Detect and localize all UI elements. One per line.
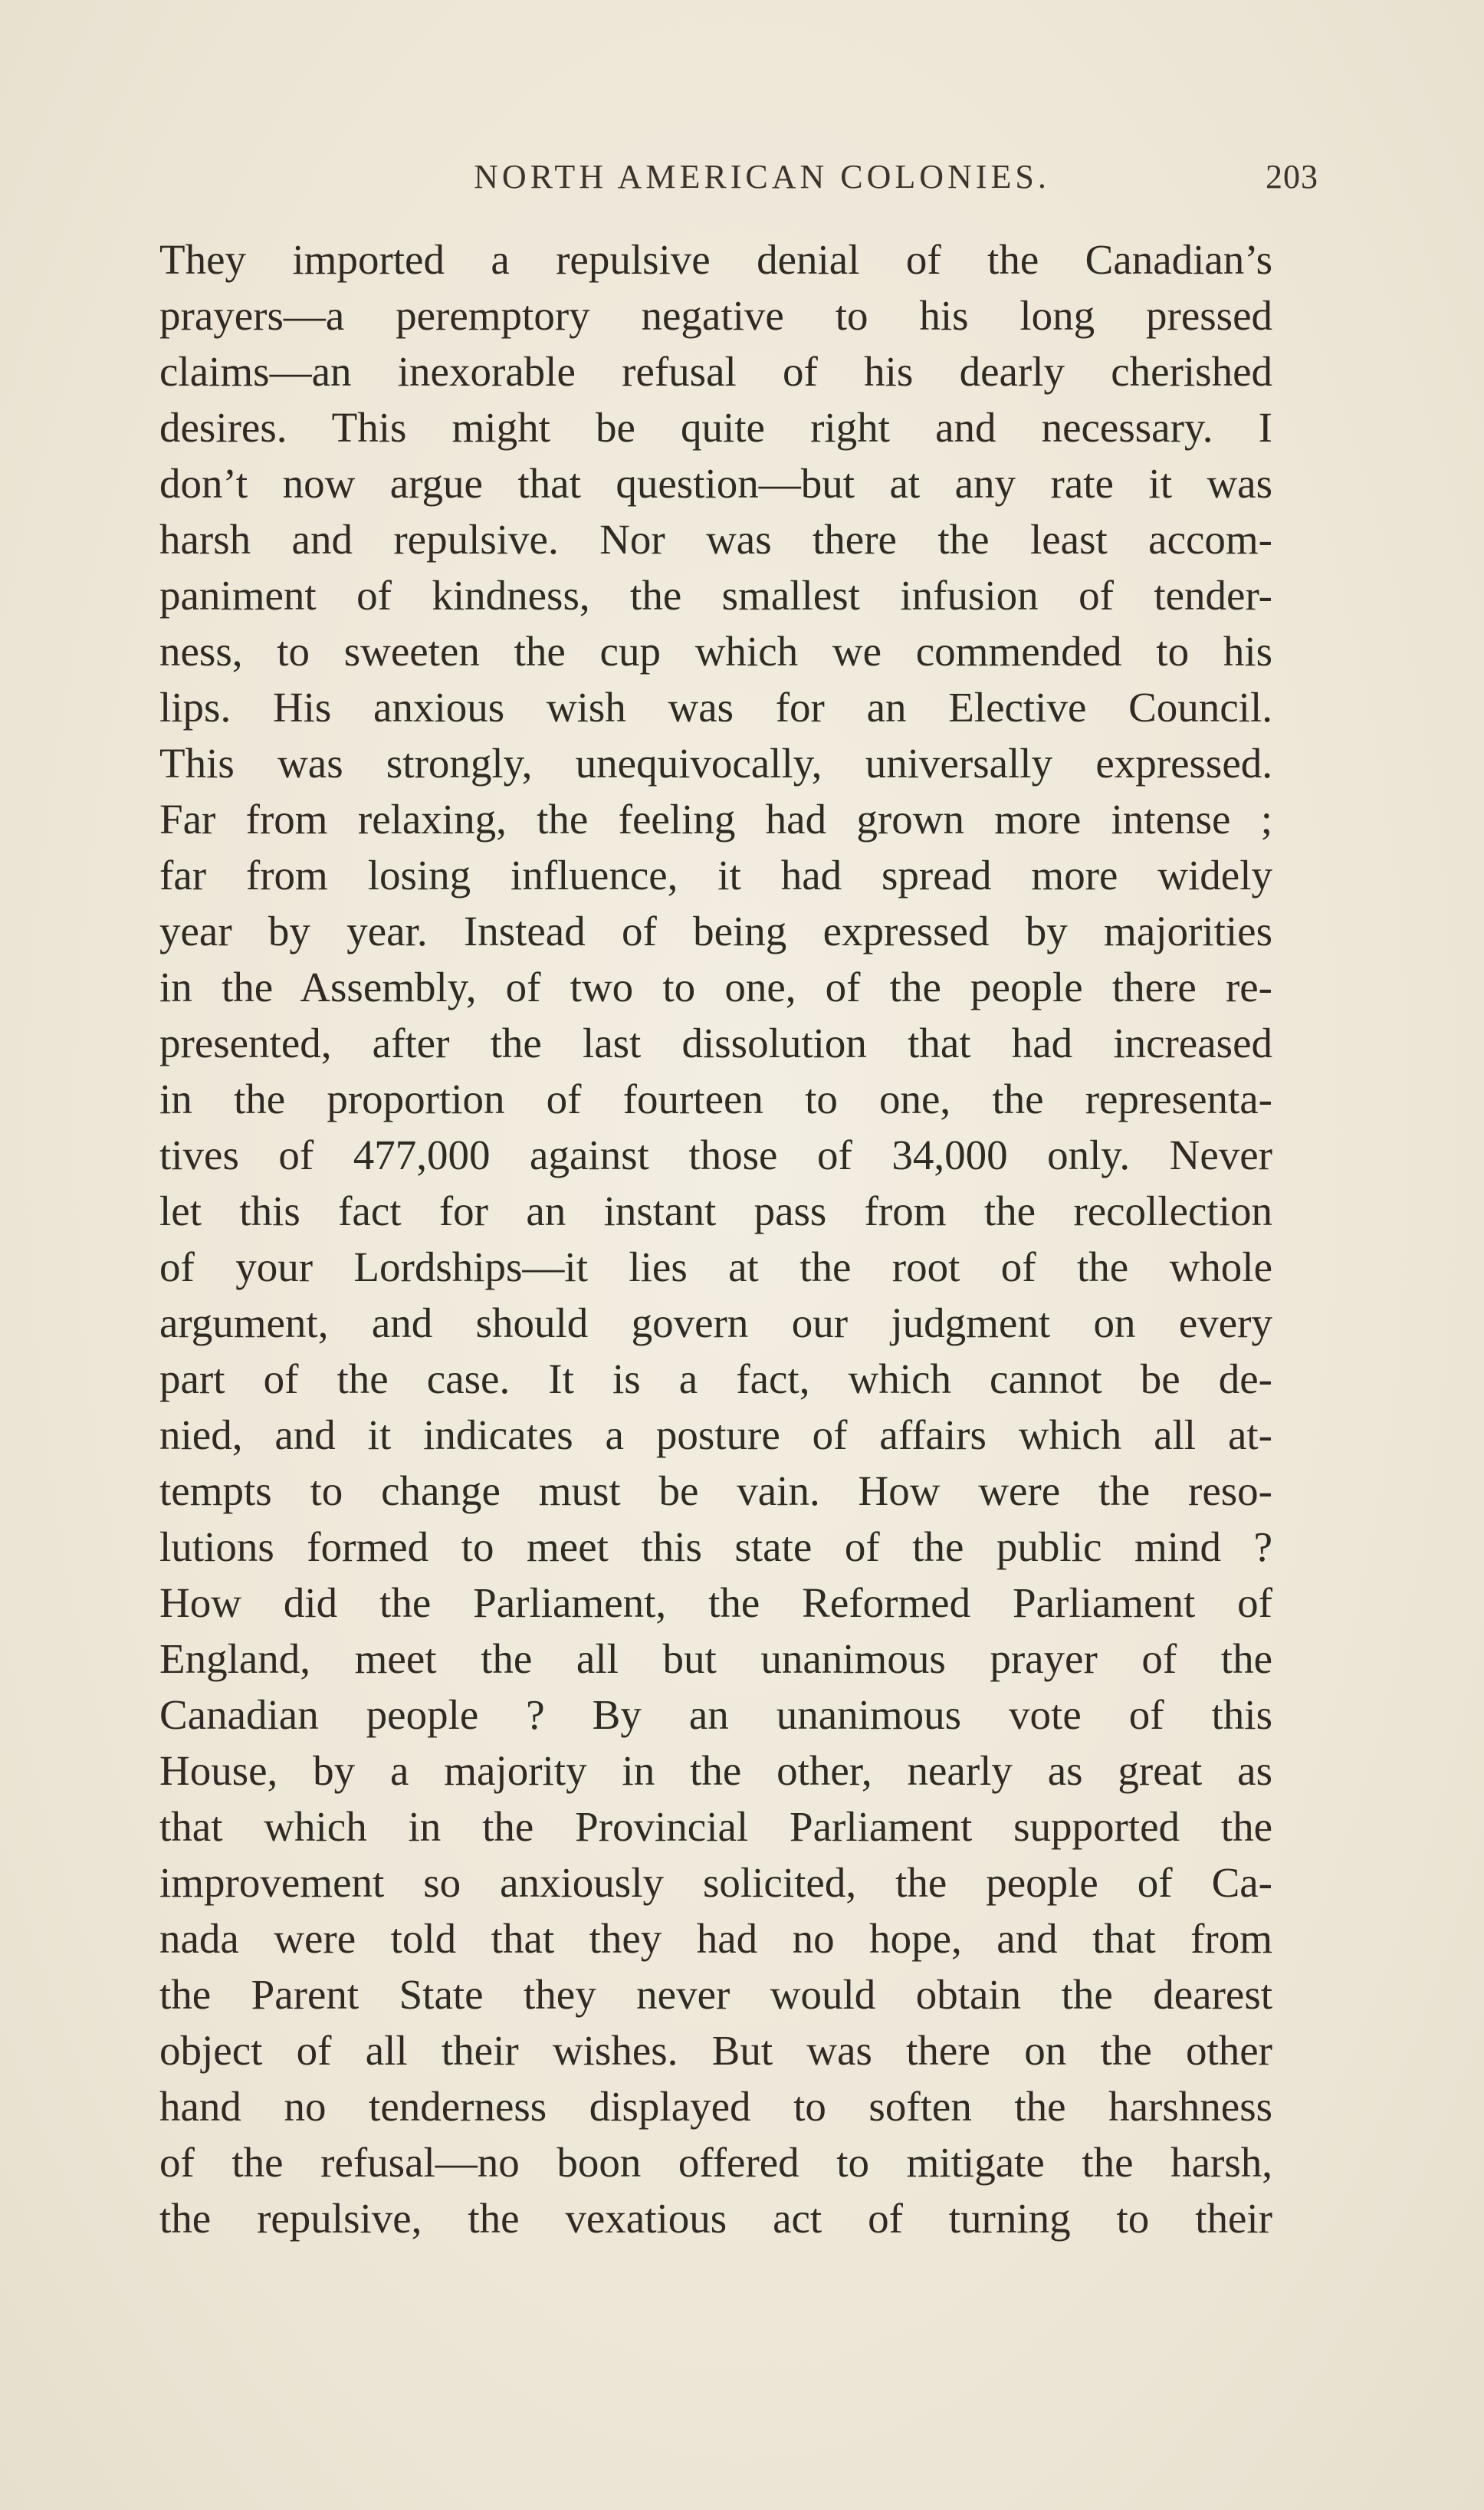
- text-line: improvement so anxiously solicited, the people of Ca-: [159, 1859, 1272, 1906]
- text-line: nada were told that they had no hope, and that from: [159, 1915, 1272, 1962]
- text-line: part of the case. It is a fact, which cannot be de-: [159, 1355, 1272, 1402]
- text-line: hand no tenderness displayed to soften the harshness: [159, 2083, 1272, 2130]
- text-line: that which in the Provincial Parliament supported the: [159, 1803, 1272, 1850]
- text-line: lips. His anxious wish was for an Elective Council.: [159, 684, 1272, 731]
- running-head: [159, 157, 1318, 211]
- text-line: year by year. Instead of being expressed by majorities: [159, 908, 1272, 954]
- text-line: claims—an inexorable refusal of his dearly cherished: [159, 348, 1272, 395]
- text-line: in the Assembly, of two to one, of the people there re-: [159, 964, 1272, 1010]
- text-line: let this fact for an instant pass from the recollection: [159, 1188, 1272, 1234]
- text-line: Far from relaxing, the feeling had grown more intense ;: [159, 796, 1272, 843]
- text-line: presented, after the last dissolution that had increased: [159, 1020, 1272, 1066]
- text-line: tempts to change must be vain. How were the reso-: [159, 1467, 1272, 1514]
- text-line: England, meet the all but unanimous prayer of the: [159, 1635, 1272, 1682]
- text-line: This was strongly, unequivocally, universally expressed.: [159, 740, 1272, 787]
- text-line: harsh and repulsive. Nor was there the least accom-: [159, 516, 1272, 563]
- text-line: of the refusal—no boon offered to mitigate the harsh,: [159, 2139, 1272, 2186]
- text-line: of your Lordships—it lies at the root of the whole: [159, 1244, 1272, 1290]
- text-line: tives of 477,000 against those of 34,000 only. Never: [159, 1132, 1272, 1178]
- page-number: 203: [1266, 158, 1318, 195]
- running-head-title: NORTH AMERICAN COLONIES.: [474, 158, 1050, 195]
- text-line: the Parent State they never would obtain the dearest: [159, 1971, 1272, 2018]
- text-line: How did the Parliament, the Reformed Parliament of: [159, 1579, 1272, 1626]
- text-line: lutions formed to meet this state of the public mind ?: [159, 1523, 1272, 1570]
- text-line: House, by a majority in the other, nearly as great as: [159, 1747, 1272, 1794]
- text-line: argument, and should govern our judgment on every: [159, 1299, 1272, 1346]
- text-line: don’t now argue that question—but at any rate it was: [159, 460, 1272, 507]
- text-line: object of all their wishes. But was there on the other: [159, 2027, 1272, 2074]
- text-line: the repulsive, the vexatious act of turning to their: [159, 2195, 1272, 2242]
- text-line: paniment of kindness, the smallest infusion of tender-: [159, 572, 1272, 619]
- body-text: [159, 232, 1272, 2246]
- text-line: nied, and it indicates a posture of affairs which all at-: [159, 1411, 1272, 1458]
- text-line: They imported a repulsive denial of the Canadian’s: [159, 236, 1272, 283]
- text-line: desires. This might be quite right and necessary. I: [159, 404, 1272, 451]
- text-line: far from losing influence, it had spread more widely: [159, 852, 1272, 899]
- text-line: prayers—a peremptory negative to his long pressed: [159, 292, 1272, 339]
- text-line: ness, to sweeten the cup which we commended to his: [159, 628, 1272, 675]
- text-line: Canadian people ? By an unanimous vote of this: [159, 1691, 1272, 1738]
- text-line: in the proportion of fourteen to one, the representa-: [159, 1076, 1272, 1122]
